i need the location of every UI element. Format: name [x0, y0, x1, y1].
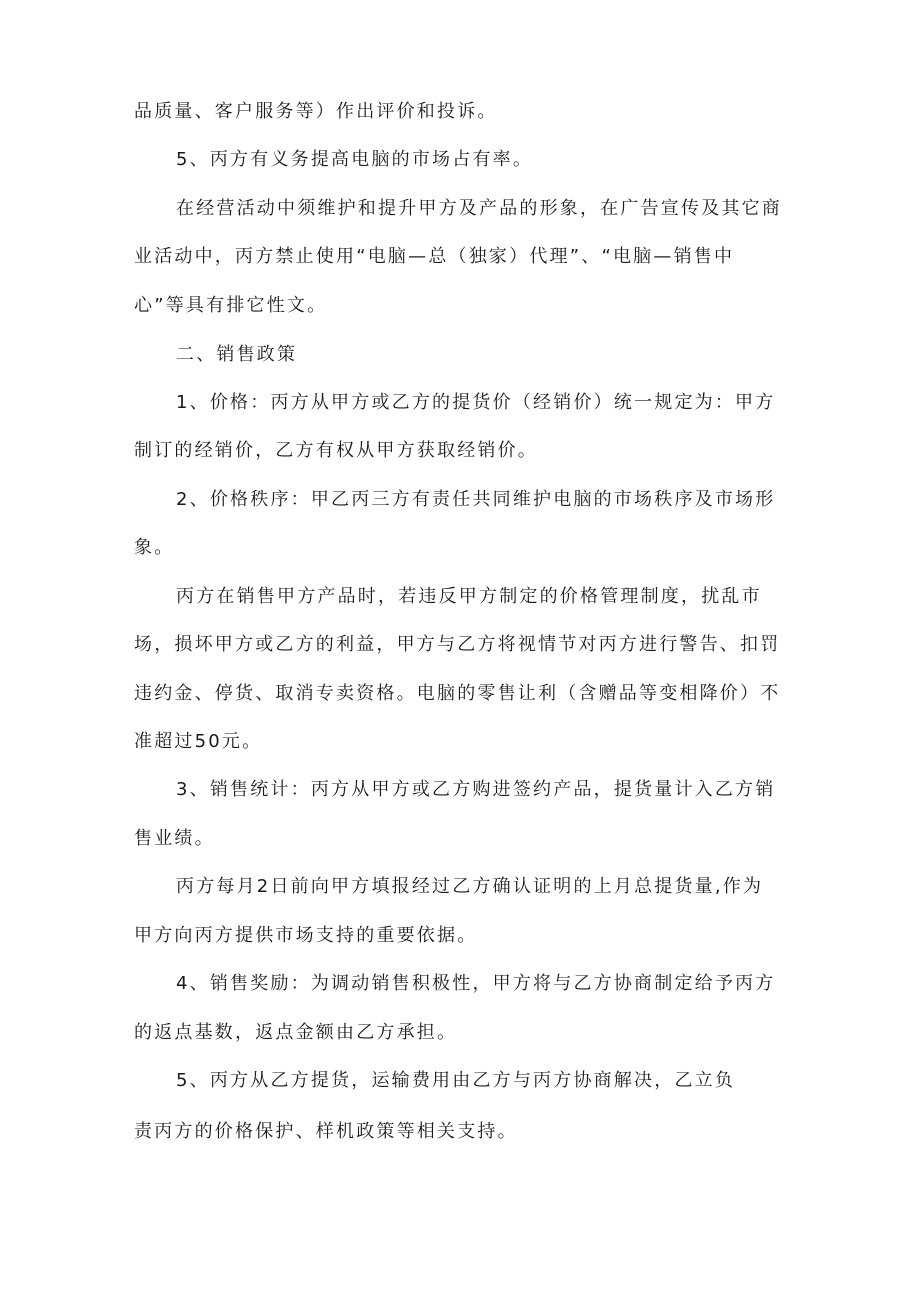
text-line: 场，损坏甲方或乙方的利益，甲方与乙方将视情节对丙方进行警告、扣罚 — [134, 634, 781, 655]
text-line: 丙方在销售甲方产品时，若违反甲方制定的价格管理制度，扰乱市 — [176, 586, 762, 607]
text-line: 甲方向丙方提供市场支持的重要依据。 — [134, 925, 478, 946]
text-line: 违约金、停货、取消专卖资格。电脑的零售让利（含赠品等变相降价）不 — [134, 683, 781, 704]
text-line: 4、销售奖励：为调动销售积极性，甲方将与乙方协商制定给予丙方 — [176, 973, 776, 994]
text-line: 在经营活动中须维护和提升甲方及产品的形象，在广告宣传及其它商 — [176, 198, 782, 219]
text-line: 责丙方的价格保护、样机政策等相关支持。 — [134, 1121, 518, 1142]
text-line: 业活动中，丙方禁止使用“电脑—总（独家）代理”、“电脑—销售中 — [134, 246, 735, 267]
text-line: 2、价格秩序：甲乙丙三方有责任共同维护电脑的市场秩序及市场形 — [176, 489, 776, 510]
text-line: 3、销售统计：丙方从甲方或乙方购进签约产品，提货量计入乙方销 — [176, 779, 776, 800]
text-line: 5、丙方有义务提高电脑的市场占有率。 — [176, 149, 534, 170]
text-line: 象。 — [134, 537, 175, 558]
text-line: 1、价格：丙方从甲方或乙方的提货价（经销价）统一规定为：甲方 — [176, 392, 776, 413]
text-line: 准超过50元。 — [134, 731, 263, 752]
text-line: 丙方每月2日前向甲方填报经过乙方确认证明的上月总提货量,作为 — [176, 876, 764, 897]
text-line: 的返点基数，返点金额由乙方承担。 — [134, 1022, 458, 1043]
text-line: 品质量、客户服务等）作出评价和投诉。 — [134, 101, 498, 122]
text-line: 制订的经销价，乙方有权从甲方获取经销价。 — [134, 440, 538, 461]
text-line: 5、丙方从乙方提货，运输费用由乙方与丙方协商解决，乙立负 — [176, 1070, 736, 1091]
text-line: 心”等具有排它性文。 — [134, 295, 328, 316]
section-heading: 二、销售政策 — [176, 344, 298, 365]
text-line: 售业绩。 — [134, 828, 215, 849]
